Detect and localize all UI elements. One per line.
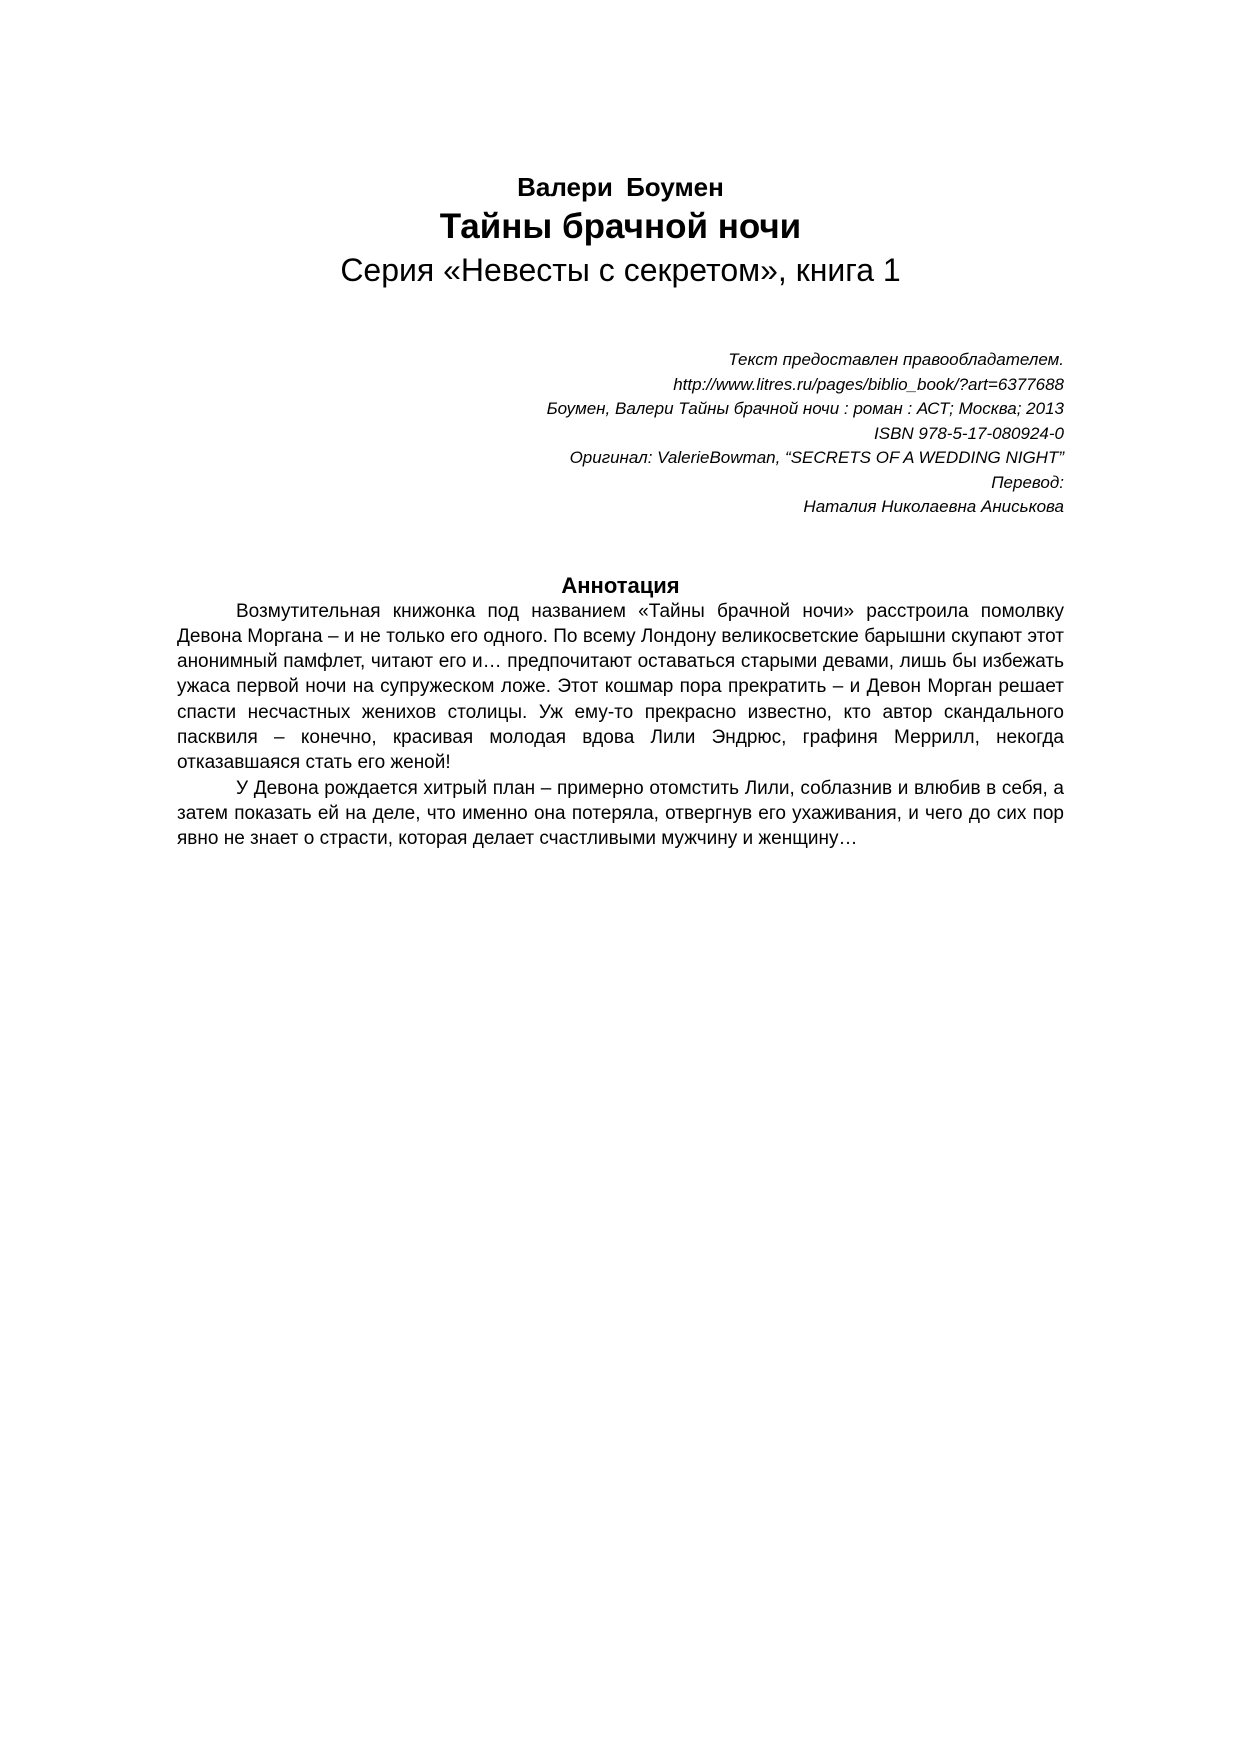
annotation-body: [177, 599, 1064, 852]
publication-info: [177, 348, 1064, 520]
isbn: ISBN 978-5-17-080924-0: [874, 423, 1064, 443]
annotation-paragraph: У Девона рождается хитрый план – примерно отомстить Лили, соблазнив и влюбив в себя, а затем показать ей на деле, что именно она потеряла, отвергнув его ухаживания, и чего до сих пор явно не знает о страсти, которая делает счастливыми мужчину и женщину…: [177, 777, 1064, 850]
translator-name: Наталия Николаевна Аниськова: [803, 497, 1064, 516]
book-author: Валери Боумен: [517, 172, 724, 202]
source-url: http://www.litres.ru/pages/biblio_book/?art=6377688: [673, 374, 1064, 394]
document-page: [177, 170, 1064, 851]
annotation-paragraph: Возмутительная книжонка под названием «Тайны брачной ночи» расстроила помолвку Девона Моргана – и не только его одного. По всему Лондону великосветские барышни скупают этот анонимный памфлет, читают его и… предпочитают оставаться старыми девами, лишь бы избежать ужаса первой ночи на супружеском ложе. Этот кошмар пора прекратить – и Девон Морган решает спасти несчастных женихов столицы. Уж ему-то прекрасно известно, кто автор скандального пасквиля – конечно, красивая молодая вдова Лили Эндрюс, графиня Меррилл, некогда отказавшаяся стать его женой!: [177, 600, 1064, 774]
bibliographic-record: Боумен, Валери Тайны брачной ночи : роман : АСТ; Москва; 2013: [546, 399, 1064, 418]
annotation-heading: Аннотация: [561, 572, 680, 598]
book-title: Тайны брачной ночи: [439, 207, 802, 246]
translation-label: Перевод:: [991, 472, 1064, 492]
book-series: Серия «Невесты с секретом», книга 1: [340, 252, 901, 288]
rights-notice: Текст предоставлен правообладателем.: [728, 350, 1064, 369]
original-title: Оригинал: ValerieBowman, “SECRETS OF A WEDDING NIGHT”: [569, 448, 1064, 467]
